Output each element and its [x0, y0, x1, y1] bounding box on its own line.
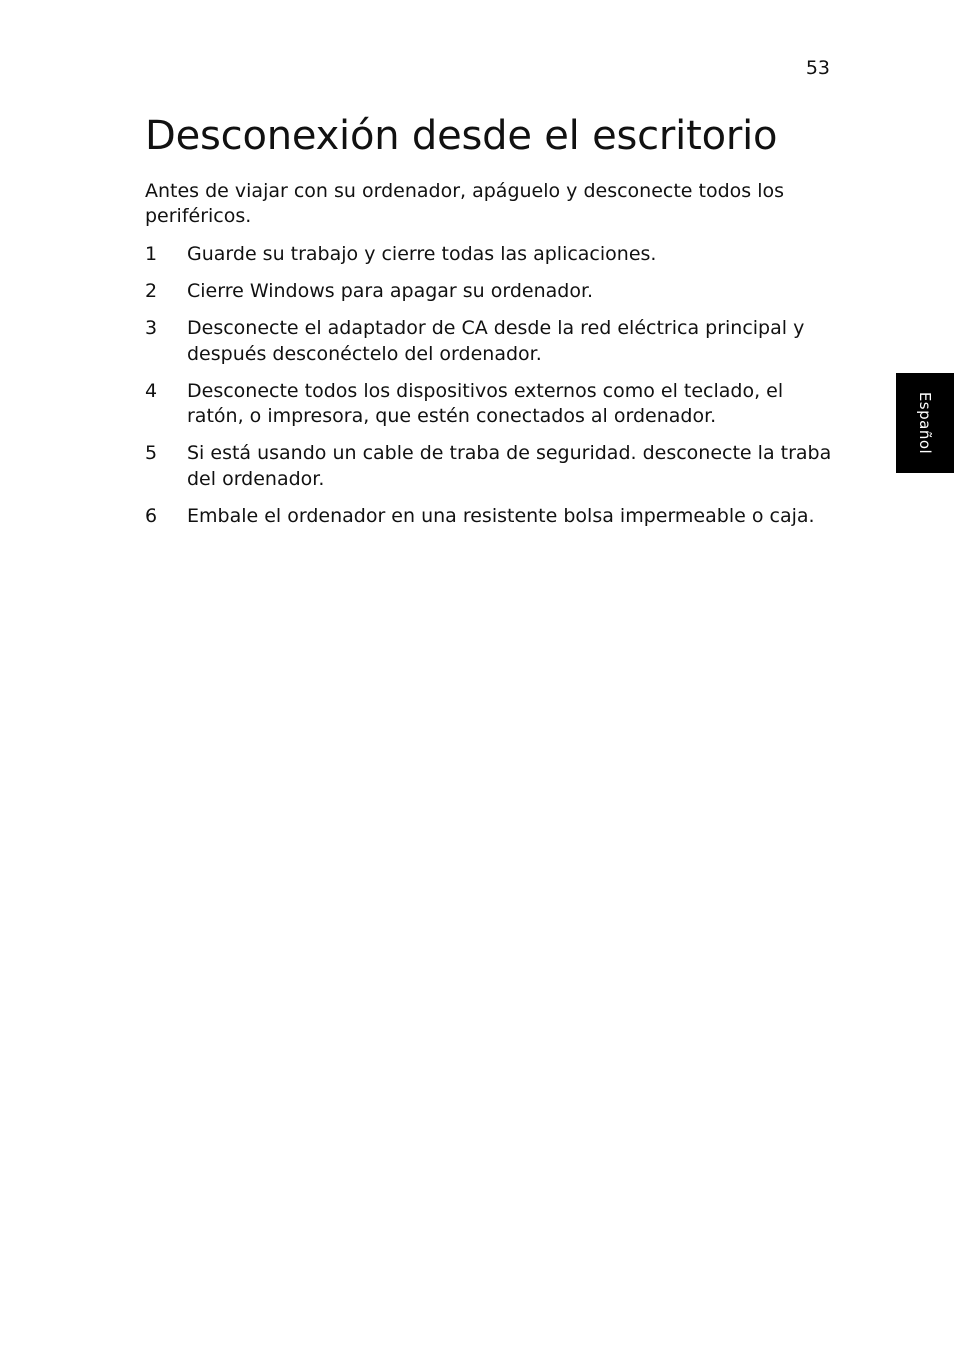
step-text: Embale el ordenador en una resistente bolsa impermeable o caja.	[187, 504, 815, 527]
step-number: 4	[145, 379, 158, 402]
step-text: Desconecte el adaptador de CA desde la red eléctrica principal y después desconéctelo del ordenador.	[187, 317, 805, 365]
step-number: 6	[145, 504, 158, 527]
step-number: 2	[145, 280, 158, 302]
step-text: Si está usando un cable de traba de seguridad. desconecte la traba del ordenador.	[187, 442, 832, 490]
step-text: Guarde su trabajo y cierre todas las aplicaciones.	[187, 243, 657, 265]
step-number: 3	[145, 317, 158, 339]
step-text: Desconecte todos los dispositivos externos como el teclado, el ratón, o impresora, que estén conectados al ordenador.	[187, 379, 784, 427]
step-number: 1	[145, 243, 158, 265]
page-title: Desconexión desde el escritorio	[145, 113, 778, 159]
list-item	[145, 441, 835, 492]
list-item	[145, 379, 835, 430]
step-text: Cierre Windows para apagar su ordenador.	[187, 280, 594, 302]
list-item	[145, 316, 835, 367]
language-side-tab	[896, 373, 954, 473]
steps-list	[145, 242, 835, 541]
language-tab-label: Español	[916, 391, 934, 455]
intro-paragraph: Antes de viajar con su ordenador, apáguelo y desconecte todos los periféricos.	[145, 180, 785, 227]
list-item	[145, 504, 835, 530]
page-number: 53	[805, 57, 830, 79]
list-item	[145, 242, 835, 268]
list-item	[145, 279, 835, 305]
step-number: 5	[145, 442, 158, 464]
